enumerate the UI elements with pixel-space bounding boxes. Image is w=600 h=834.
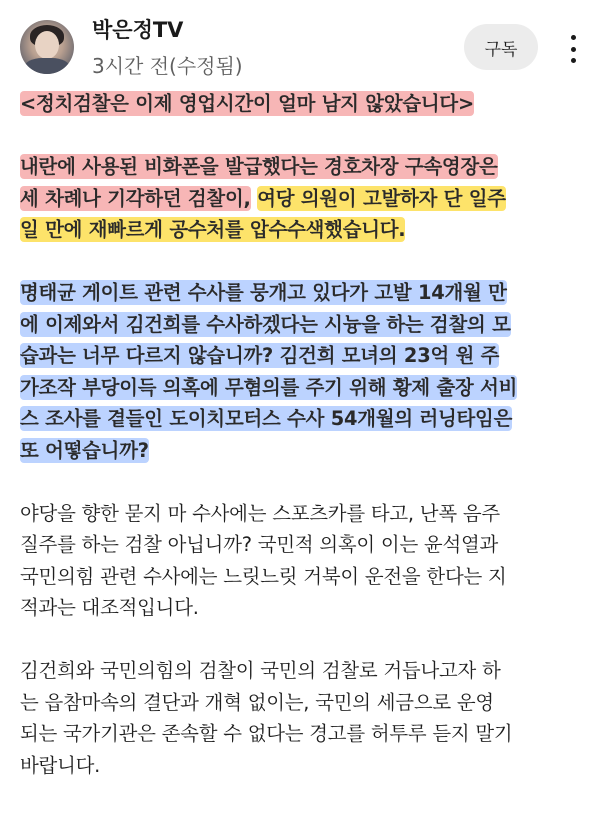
p3-line-1: 야당을 향한 묻지 마 수사에는 스포츠카를 타고, 난폭 음주 (20, 501, 500, 525)
p2-line-1: 명태균 게이트 관련 수사를 뭉개고 있다가 고발 14개월 만 (20, 281, 507, 304)
paragraph-1 (20, 151, 586, 246)
post-header (0, 0, 600, 95)
paragraph-3 (20, 498, 586, 624)
p3-line-2: 질주를 하는 검찰 아닙니까? 국민적 의혹이 이는 윤석열과 (20, 533, 499, 556)
p4-line-2: 는 읍참마속의 결단과 개혁 없이는, 국민의 세금으로 운영 (20, 690, 494, 714)
p3-line-3: 국민의힘 관련 수사에는 느릿느릿 거북이 운전을 한다는 지 (20, 564, 507, 588)
avatar-body (24, 58, 70, 74)
more-options-icon[interactable] (558, 32, 588, 66)
p1-line-2-pink: 세 차례나 기각하던 검찰이, (20, 186, 251, 210)
p2-line-6: 또 어떻습니까? (20, 438, 149, 462)
paragraph-2 (20, 277, 586, 466)
p2-line-3: 습과는 너무 다르지 않습니까? 김건희 모녀의 23억 원 주 (20, 344, 500, 367)
more-dot (571, 47, 576, 52)
p1-line-2-yellow: 여당 의원이 고발하자 단 일주 (257, 186, 506, 210)
post-timestamp: 3시간 전(수정됨) (92, 54, 243, 78)
p2-line-2: 에 이제와서 김건희를 수사하겠다는 시늉을 하는 검찰의 모 (20, 312, 511, 336)
avatar[interactable] (20, 20, 74, 74)
post-title-paragraph (20, 88, 586, 120)
avatar-face (35, 31, 59, 59)
p4-line-3: 되는 국가기관은 존속할 수 없다는 경고를 허투루 듣지 말기 (20, 722, 513, 745)
p3-line-4: 적과는 대조적입니다. (20, 596, 199, 619)
p4-line-4: 바랍니다. (20, 753, 101, 777)
post-title: <정치검찰은 이제 영업시간이 얼마 남지 않았습니다> (20, 92, 475, 115)
more-dot (571, 35, 576, 40)
p2-line-5: 스 조사를 곁들인 도이치모터스 수사 54개월의 러닝타임은 (20, 407, 513, 430)
channel-name[interactable]: 박은정TV (92, 18, 184, 42)
p2-line-4: 가조작 부당이득 의혹에 무혐의를 주기 위해 황제 출장 서비 (20, 375, 518, 399)
p4-line-1: 김건희와 국민의힘의 검찰이 국민의 검찰로 거듭나고자 하 (20, 659, 501, 682)
paragraph-4 (20, 655, 586, 781)
p1-line-1: 내란에 사용된 비화폰을 발급했다는 경호차장 구속영장은 (20, 155, 498, 178)
more-dot (571, 58, 576, 63)
post-body (20, 88, 586, 813)
subscribe-button[interactable]: 구독 (464, 24, 538, 70)
p1-line-3: 일 만에 재빠르게 공수처를 압수수색했습니다. (20, 218, 406, 241)
